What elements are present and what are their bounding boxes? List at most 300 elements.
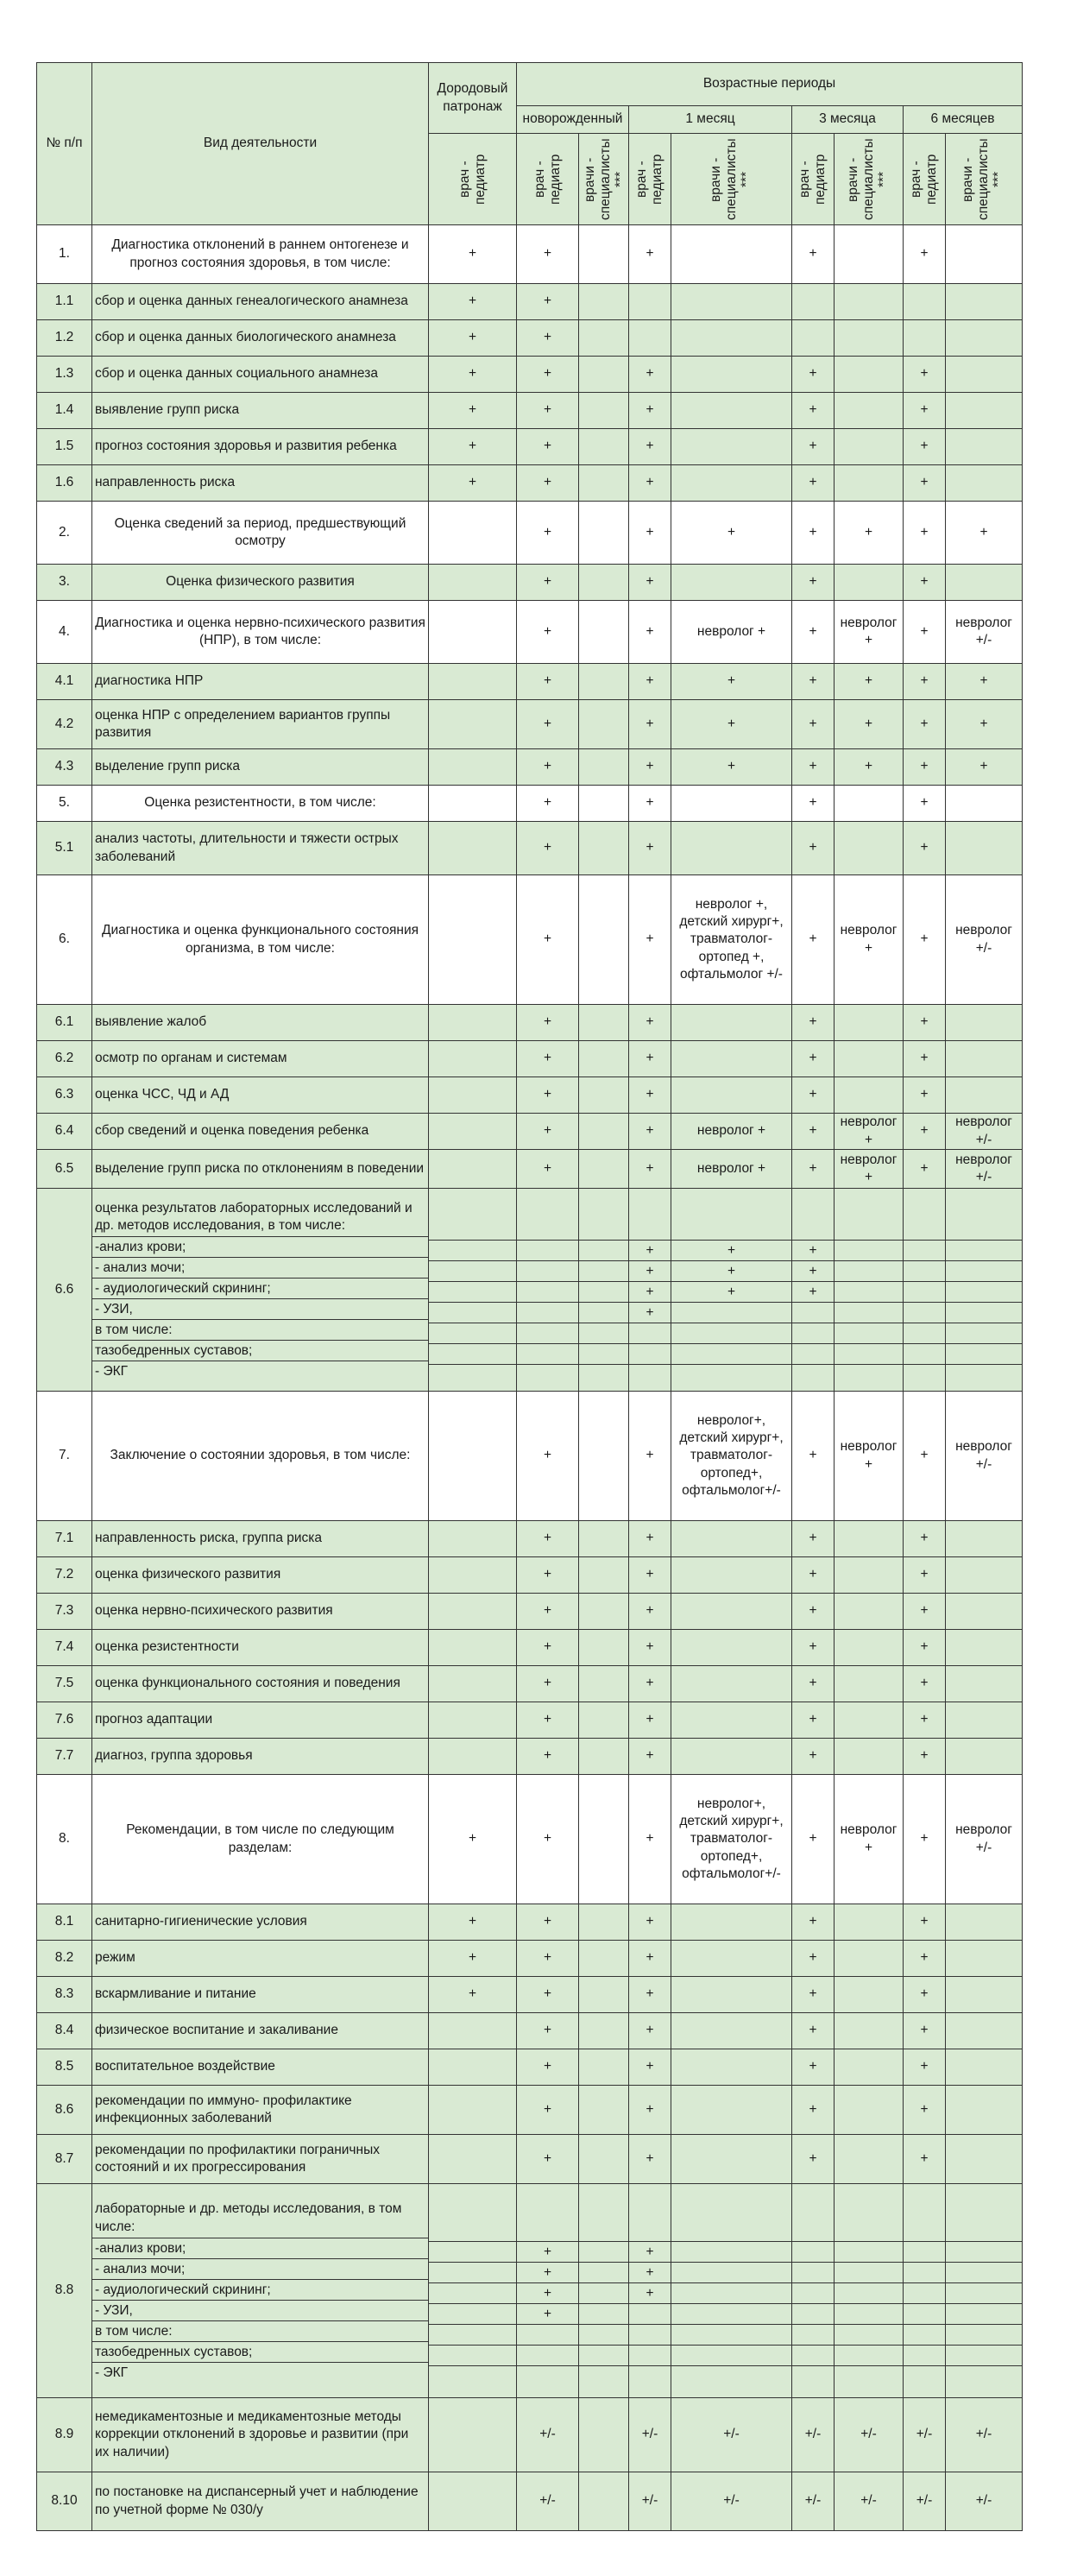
mark-cell: невролог +/- [946,1150,1023,1189]
mark-value [629,1365,671,1385]
mark-cell [946,2086,1023,2135]
mark-cell [429,2086,517,2135]
mark-cell: + [517,1392,579,1521]
activity-name: прогноз адаптации [92,1702,429,1739]
activity-subitem: тазобедренных суставов; [92,2342,428,2363]
row-number: 2. [37,502,92,565]
activity-name: Рекомендации, в том числе по следующим разделам: [92,1775,429,1904]
mark-cell [429,1114,517,1150]
table-row [37,1702,1023,1739]
mark-value [629,1323,671,1344]
mark-value [629,2366,671,2386]
mark-cell [579,1041,629,1077]
mark-value [429,1365,516,1385]
mark-cell [946,393,1023,429]
mark-cell [579,2013,629,2049]
table-row [37,1077,1023,1114]
mark-cell [629,1189,671,1392]
mark-cell [946,2184,1023,2398]
mark-value [429,2325,516,2346]
mark-cell [579,2184,629,2398]
header-patronage: Дородовый патронаж [429,63,517,134]
mark-cell [904,1189,946,1392]
mark-cell: + [835,664,904,700]
mark-value [835,2242,903,2263]
mark-value [904,1282,945,1303]
mark-cell: + [629,2013,671,2049]
table-row [37,1005,1023,1041]
mark-cell [835,1904,904,1941]
mark-cell: + [629,786,671,822]
header-specialists: врачи - специалисты *** [946,134,1023,225]
header-6-months: 6 месяцев [904,106,1023,134]
mark-cell [946,357,1023,393]
mark-cell [579,502,629,565]
mark-cell: + [517,1904,579,1941]
mark-value [904,2283,945,2304]
mark-cell: + [792,786,835,822]
mark-cell: + [792,1557,835,1594]
mark-value [629,2304,671,2325]
mark-value [429,2242,516,2263]
mark-cell: + [429,225,517,284]
mark-cell [671,1666,792,1702]
mark-cell [579,700,629,749]
activity-name: осмотр по органам и системам [92,1041,429,1077]
mark-value [517,2325,578,2346]
table-row [37,2472,1023,2531]
mark-cell [835,320,904,357]
mark-value [517,2346,578,2366]
table-row [37,1977,1023,2013]
activity-name: сбор сведений и оценка поведения ребенка [92,1114,429,1150]
mark-value [904,2366,945,2386]
row-number: 7.7 [37,1739,92,1775]
mark-cell [517,1189,579,1392]
row-number: 8.9 [37,2398,92,2472]
mark-cell [579,1557,629,1594]
mark-cell: + [517,2135,579,2184]
activity-name: Диагностика отклонений в раннем онтогенезе и прогноз состояния здоровья, в том числе: [92,225,429,284]
mark-cell: + [792,465,835,502]
mark-cell: + [429,284,517,320]
mark-cell [904,2184,946,2398]
mark-value [517,1282,578,1303]
mark-cell: + [629,1150,671,1189]
mark-cell [904,284,946,320]
mark-cell: + [904,1114,946,1150]
mark-cell [429,1392,517,1521]
mark-cell: + [517,1594,579,1630]
mark-cell: + [671,664,792,700]
mark-cell [835,1041,904,1077]
mark-cell [429,1594,517,1630]
mark-value [946,2283,1022,2304]
activity-name: прогноз состояния здоровья и развития ребенка [92,429,429,465]
mark-cell [671,1077,792,1114]
mark-cell [946,429,1023,465]
mark-value [792,1303,834,1323]
mark-cell [946,565,1023,601]
mark-value [579,2242,628,2263]
mark-value [671,2242,791,2263]
mark-value [579,2263,628,2283]
mark-cell: + [629,1666,671,1702]
mark-cell [946,1630,1023,1666]
mark-cell: + [517,822,579,875]
mark-cell: невролог + [671,601,792,664]
mark-value [946,2325,1022,2346]
header-1-month: 1 месяц [629,106,792,134]
table-row [37,786,1023,822]
mark-cell: + [517,664,579,700]
mark-cell [671,284,792,320]
mark-cell [835,393,904,429]
mark-cell: +/- [835,2472,904,2531]
mark-cell [429,601,517,664]
table-row [37,822,1023,875]
mark-cell: + [904,393,946,429]
mark-cell [946,1977,1023,2013]
mark-cell [579,1114,629,1150]
table-row [37,225,1023,284]
row-number: 8.8 [37,2184,92,2398]
mark-cell: + [629,1594,671,1630]
mark-value [946,2366,1022,2386]
mark-cell [429,2398,517,2472]
mark-cell [429,2472,517,2531]
mark-cell [579,1739,629,1775]
mark-cell: +/- [946,2472,1023,2531]
mark-cell: + [517,225,579,284]
mark-cell [671,357,792,393]
mark-cell: + [629,1392,671,1521]
mark-cell [946,1557,1023,1594]
mark-value [671,2196,791,2242]
mark-cell [429,1557,517,1594]
mark-cell: + [835,700,904,749]
table-row [37,2184,1023,2398]
mark-value [835,2325,903,2346]
row-number: 6.1 [37,1005,92,1041]
mark-cell: + [792,875,835,1005]
mark-cell: +/- [671,2398,792,2472]
mark-cell [835,357,904,393]
mark-cell [671,2135,792,2184]
mark-cell [671,1557,792,1594]
mark-cell: + [904,1392,946,1521]
mark-value [429,1344,516,1365]
header-specialists: врачи - специалисты *** [671,134,792,225]
mark-value [579,1303,628,1323]
mark-cell [579,875,629,1005]
mark-cell [671,1702,792,1739]
mark-cell: + [792,1077,835,1114]
mark-cell: + [792,749,835,786]
mark-cell [946,2135,1023,2184]
mark-cell: + [904,357,946,393]
table-row [37,664,1023,700]
mark-cell: + [792,601,835,664]
mark-cell: + [629,2135,671,2184]
row-number: 3. [37,565,92,601]
mark-cell: + [517,1041,579,1077]
mark-cell [579,1521,629,1557]
row-number: 1.4 [37,393,92,429]
activity-name [92,1189,429,1392]
mark-value [579,1365,628,1385]
mark-cell: + [517,1005,579,1041]
mark-cell [946,1904,1023,1941]
mark-cell [792,2184,835,2398]
mark-cell [671,1739,792,1775]
mark-cell: невролог+, детский хирург+, травматолог-ортопед+, офтальмолог+/- [671,1392,792,1521]
activity-subitem: - ЭКГ [95,1364,129,1380]
mark-cell [429,1521,517,1557]
mark-value: + [517,2304,578,2325]
mark-cell: невролог + [835,1775,904,1904]
mark-cell [946,1189,1023,1392]
mark-cell [835,284,904,320]
mark-cell [671,2013,792,2049]
mark-value [629,2346,671,2366]
activity-subitem: лабораторные и др. методы исследования, в том числе: [92,2199,428,2238]
mark-value: + [517,2242,578,2263]
mark-cell [579,2086,629,2135]
row-number: 6.5 [37,1150,92,1189]
row-number: 4.2 [37,700,92,749]
activity-name: сбор и оценка данных социального анамнеза [92,357,429,393]
mark-cell [946,2049,1023,2086]
mark-cell: + [517,429,579,465]
header-pediatrician: врач - педиатр [517,134,579,225]
mark-value [579,1261,628,1282]
mark-cell [946,1594,1023,1630]
mark-cell: + [792,1941,835,1977]
mark-value [579,1344,628,1365]
mark-value [904,2346,945,2366]
mark-cell: невролог +, детский хирург+, травматолог-ортопед +, офтальмолог +/- [671,875,792,1005]
mark-cell: + [629,749,671,786]
mark-cell: +/- [904,2472,946,2531]
activity-name: сбор и оценка данных генеалогического анамнеза [92,284,429,320]
mark-cell: невролог +/- [946,875,1023,1005]
header-age-periods: Возрастные периоды [517,63,1023,106]
header-pediatrician: врач - педиатр [792,134,835,225]
mark-value [792,1195,834,1241]
mark-cell [579,1005,629,1041]
mark-cell [429,786,517,822]
mark-cell [671,320,792,357]
mark-cell: + [629,1941,671,1977]
table-row [37,1775,1023,1904]
mark-cell [946,786,1023,822]
activity-name: Оценка резистентности, в том числе: [92,786,429,822]
mark-value [579,2346,628,2366]
mark-cell [946,320,1023,357]
activity-subitem: - аудиологический скрининг; [92,2280,428,2301]
mark-cell: + [629,664,671,700]
mark-value: + [629,1282,671,1303]
mark-value [671,1344,791,1365]
mark-value [671,1303,791,1323]
mark-value [429,2304,516,2325]
mark-value [904,2263,945,2283]
mark-cell: + [517,700,579,749]
mark-cell: + [904,502,946,565]
mark-cell [429,2049,517,2086]
mark-cell: + [792,1114,835,1150]
mark-cell [792,284,835,320]
mark-value [629,1344,671,1365]
mark-cell [835,1702,904,1739]
mark-cell: + [629,1775,671,1904]
mark-cell: + [792,1977,835,2013]
mark-cell [429,875,517,1005]
row-number: 6.3 [37,1077,92,1114]
table-row [37,1392,1023,1521]
mark-cell [579,429,629,465]
mark-value [792,2366,834,2386]
mark-value [904,1303,945,1323]
row-number: 8.1 [37,1904,92,1941]
mark-value [946,1323,1022,1344]
mark-value [946,2304,1022,2325]
header-specialists: врачи - специалисты *** [579,134,629,225]
mark-cell: + [629,822,671,875]
mark-value [904,1323,945,1344]
activity-name: Диагностика и оценка нервно-психического развития (НПР), в том числе: [92,601,429,664]
mark-cell: невролог + [835,1392,904,1521]
mark-cell [579,225,629,284]
mark-cell: + [629,1977,671,2013]
mark-value [904,2242,945,2263]
mark-cell: + [904,1702,946,1739]
mark-cell [579,1941,629,1977]
mark-cell [946,225,1023,284]
mark-cell: + [792,1904,835,1941]
mark-value [835,1241,903,1261]
table-row [37,465,1023,502]
mark-cell [835,1594,904,1630]
mark-cell [835,1521,904,1557]
activity-subitem: в том числе: [92,1320,428,1341]
mark-cell: + [792,1666,835,1702]
mark-cell: + [517,1114,579,1150]
mark-cell: + [629,1114,671,1150]
mark-value [671,2263,791,2283]
mark-cell: + [429,465,517,502]
mark-value [946,1303,1022,1323]
activity-name: Заключение о состоянии здоровья, в том числе: [92,1392,429,1521]
mark-cell [579,664,629,700]
mark-cell: + [904,1977,946,2013]
table-row [37,749,1023,786]
table-row [37,357,1023,393]
mark-cell [429,2013,517,2049]
mark-value [835,2366,903,2386]
activity-name: оценка функционального состояния и поведения [92,1666,429,1702]
mark-cell [946,1041,1023,1077]
mark-cell: + [904,2013,946,2049]
mark-value [835,1261,903,1282]
mark-value: + [792,1241,834,1261]
activity-subitem: - УЗИ, [92,2301,428,2321]
mark-cell [429,1077,517,1114]
mark-value: + [671,1282,791,1303]
row-number: 1.3 [37,357,92,393]
mark-cell [671,429,792,465]
mark-cell [835,1077,904,1114]
header-num: № п/п [37,63,92,225]
mark-cell: + [671,502,792,565]
mark-value [946,1282,1022,1303]
mark-value [904,2325,945,2346]
mark-value [579,2325,628,2346]
mark-cell: + [629,875,671,1005]
mark-value [429,2283,516,2304]
mark-cell [629,2184,671,2398]
mark-cell: + [517,1977,579,2013]
mark-cell: невролог + [835,1114,904,1150]
mark-cell: + [904,1904,946,1941]
mark-cell: + [792,2135,835,2184]
row-number: 1.2 [37,320,92,357]
mark-cell: + [629,2049,671,2086]
table-row [37,2013,1023,2049]
mark-cell [671,565,792,601]
mark-value [517,1303,578,1323]
mark-cell: + [792,2086,835,2135]
activity-name: выявление жалоб [92,1005,429,1041]
mark-cell: + [517,1702,579,1739]
header-specialists: врачи - специалисты *** [835,134,904,225]
activity-name: выделение групп риска [92,749,429,786]
table-row [37,1557,1023,1594]
mark-value [429,1195,516,1241]
mark-value [946,1241,1022,1261]
mark-value [517,1365,578,1385]
mark-value [792,2283,834,2304]
mark-value [835,1365,903,1385]
activity-subitem: - ЭКГ [95,2364,129,2380]
mark-cell [904,320,946,357]
activity-subitem: тазобедренных суставов; [92,1341,428,1361]
table-row [37,429,1023,465]
mark-value [629,1195,671,1241]
mark-cell: + [517,1150,579,1189]
row-number: 8. [37,1775,92,1904]
mark-cell [579,601,629,664]
mark-cell [579,320,629,357]
mark-cell: + [904,875,946,1005]
mark-value [671,2325,791,2346]
table-row [37,1189,1023,1392]
mark-cell: +/- [629,2398,671,2472]
mark-cell: + [904,565,946,601]
mark-cell [835,1189,904,1392]
table-row [37,2049,1023,2086]
mark-value [792,1344,834,1365]
activity-name: оценка НПР с определением вариантов группы развития [92,700,429,749]
mark-cell [429,1150,517,1189]
mark-cell [579,749,629,786]
mark-cell [579,1594,629,1630]
mark-cell: + [517,786,579,822]
mark-cell: + [904,1941,946,1977]
mark-cell: + [904,749,946,786]
mark-cell [629,284,671,320]
